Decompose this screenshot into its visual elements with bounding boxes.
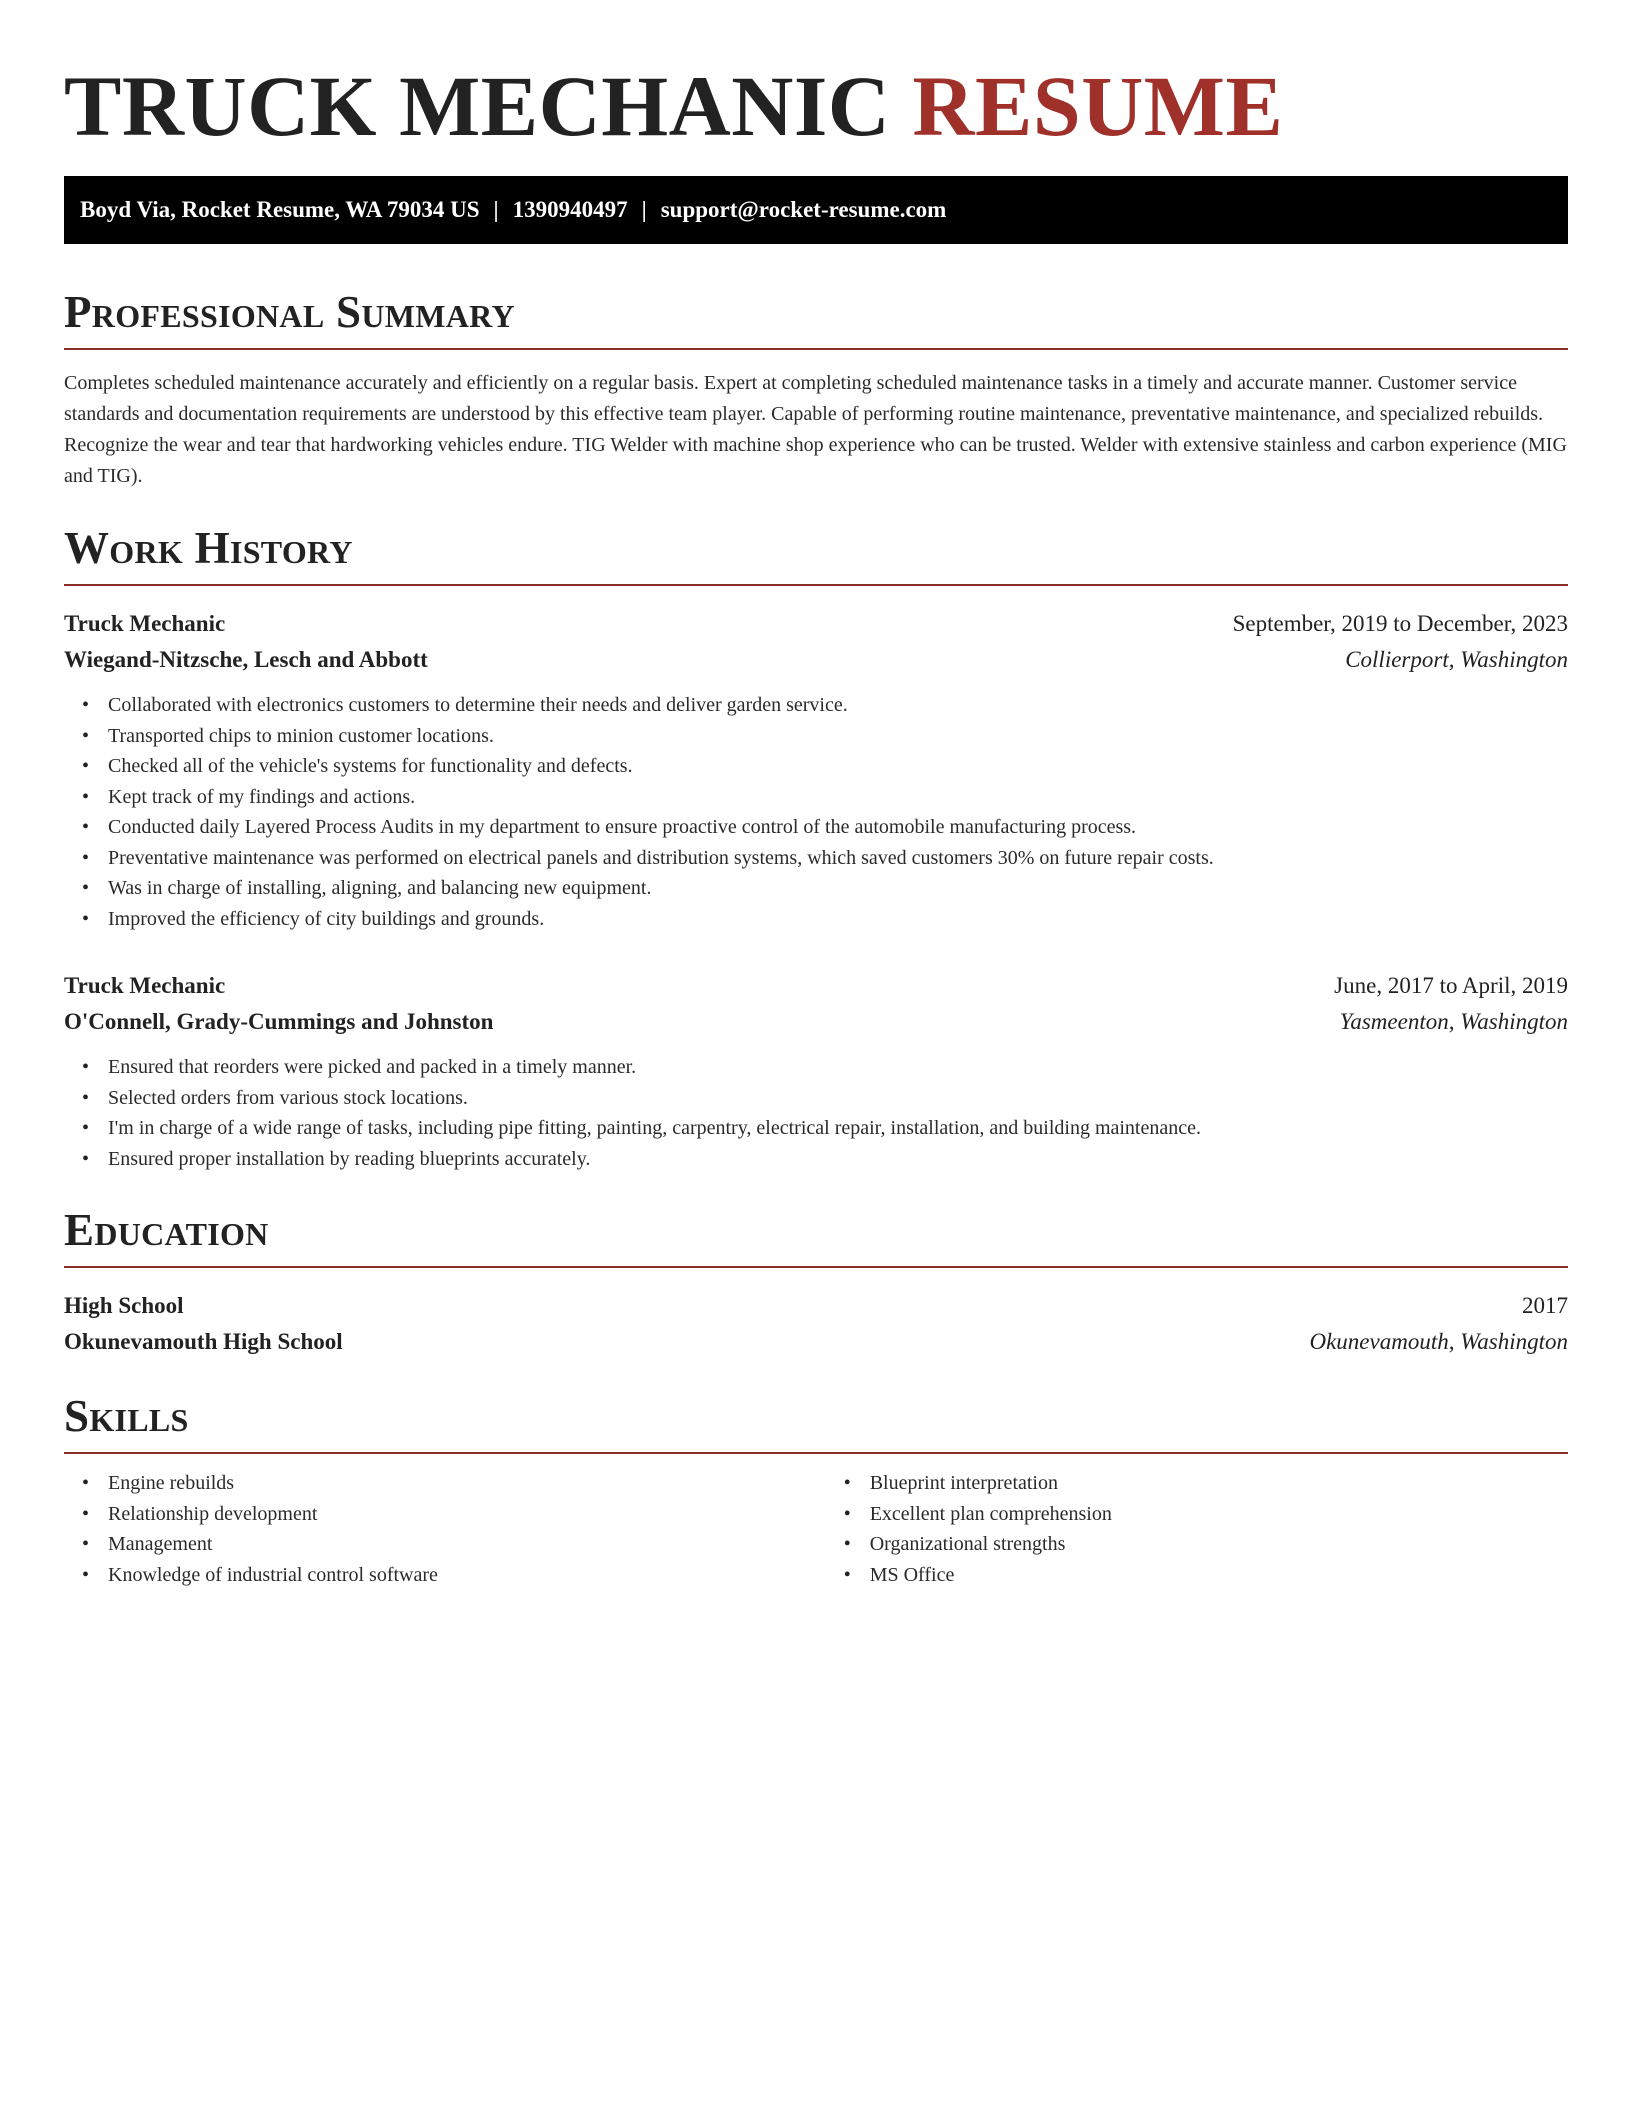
section-divider (64, 1266, 1568, 1268)
resume-title (64, 56, 1568, 156)
job-duty-item: • Selected orders from various stock locations. (108, 1083, 1568, 1114)
summary-section (64, 286, 1568, 492)
job-duties-list (64, 690, 1568, 934)
skills-heading: Skills (64, 1391, 189, 1441)
skill-item: • Excellent plan comprehension (870, 1499, 1568, 1530)
job-duty-item: • Transported chips to minion customer locations. (108, 721, 1568, 752)
section-divider (64, 584, 1568, 586)
education-school: Okunevamouth High School (64, 1329, 343, 1354)
contact-address: Boyd Via, Rocket Resume, WA 79034 US (80, 197, 480, 222)
job-title: Truck Mechanic (64, 611, 226, 636)
skill-item: • Management (108, 1529, 826, 1560)
job-location: Yasmeenton, Washington (1339, 1009, 1568, 1034)
skill-item: • Organizational strengths (870, 1529, 1568, 1560)
skill-item: • Relationship development (108, 1499, 826, 1530)
education-school-row (64, 1324, 1568, 1360)
contact-phone: 1390940497 (512, 197, 628, 222)
section-divider (64, 348, 1568, 350)
job-company: Wiegand-Nitzsche, Lesch and Abbott (64, 647, 428, 672)
contact-bar (64, 176, 1568, 244)
job-title-row (64, 606, 1568, 642)
job-company: O'Connell, Grady-Cummings and Johnston (64, 1009, 494, 1034)
skills-grid (64, 1468, 1568, 1590)
education-degree: High School (64, 1293, 184, 1318)
resume-page (64, 56, 1568, 1590)
skill-item: • Blueprint interpretation (870, 1468, 1568, 1499)
job-title: Truck Mechanic (64, 973, 226, 998)
skills-list-left (64, 1468, 826, 1590)
job-duty-item: • Kept track of my findings and actions. (108, 782, 1568, 813)
work-history-section (64, 522, 1568, 1174)
job-location: Collierport, Washington (1345, 647, 1568, 672)
job-dates: September, 2019 to December, 2023 (1232, 611, 1568, 636)
summary-heading: Professional Summary (64, 287, 515, 337)
title-main: TRUCK MECHANIC (64, 58, 891, 154)
job-entry (64, 606, 1568, 934)
job-duty-item: • Improved the efficiency of city buildings and grounds. (108, 904, 1568, 935)
job-duty-item: • Was in charge of installing, aligning, and balancing new equipment. (108, 873, 1568, 904)
skills-list-right (826, 1468, 1568, 1590)
skills-section (64, 1390, 1568, 1590)
contact-separator: | (493, 197, 499, 222)
skill-item: • Engine rebuilds (108, 1468, 826, 1499)
contact-email[interactable]: support@rocket-resume.com (660, 197, 947, 222)
education-year: 2017 (1522, 1293, 1568, 1318)
education-section (64, 1204, 1568, 1360)
summary-text: Completes scheduled maintenance accurately and efficiently on a regular basis. Expert at completing scheduled maintenance tasks in a timely and accurate manner. Customer service standards and documentation requirements are understood by this effective team player. Capable of performing routine maintenance, preventative maintenance, and specialized rebuilds. Recognize the wear and tear that hardworking vehicles endure. TIG Welder with machine shop experience who can be trusted. Welder with extensive stainless and carbon experience (MIG and TIG). (64, 372, 1567, 487)
job-company-row (64, 1004, 1568, 1040)
job-duties-list (64, 1052, 1568, 1174)
education-degree-row (64, 1288, 1568, 1324)
job-duty-item: • Conducted daily Layered Process Audits in my department to ensure proactive control of the automobile manufacturing process. (108, 812, 1568, 843)
section-divider (64, 1452, 1568, 1454)
job-duty-item: • Ensured proper installation by reading blueprints accurately. (108, 1144, 1568, 1175)
skill-item: • Knowledge of industrial control software (108, 1560, 826, 1591)
job-duty-item: • Collaborated with electronics customers to determine their needs and deliver garden service. (108, 690, 1568, 721)
job-duty-item: • Checked all of the vehicle's systems for functionality and defects. (108, 751, 1568, 782)
job-duty-item: • Ensured that reorders were picked and packed in a timely manner. (108, 1052, 1568, 1083)
education-location: Okunevamouth, Washington (1309, 1329, 1568, 1354)
job-duty-item: • I'm in charge of a wide range of tasks, including pipe fitting, painting, carpentry, electrical repair, installation, and building maintenance. (108, 1113, 1568, 1144)
contact-separator: | (641, 197, 647, 222)
title-accent: RESUME (912, 58, 1284, 154)
job-company-row (64, 642, 1568, 678)
job-title-row (64, 968, 1568, 1004)
work-history-heading: Work History (64, 523, 353, 573)
job-duty-item: • Preventative maintenance was performed on electrical panels and distribution systems, which saved customers 30% on future repair costs. (108, 843, 1568, 874)
job-dates: June, 2017 to April, 2019 (1334, 973, 1568, 998)
skill-item: • MS Office (870, 1560, 1568, 1591)
job-entry (64, 968, 1568, 1174)
education-entry (64, 1288, 1568, 1360)
education-heading: Education (64, 1205, 269, 1255)
